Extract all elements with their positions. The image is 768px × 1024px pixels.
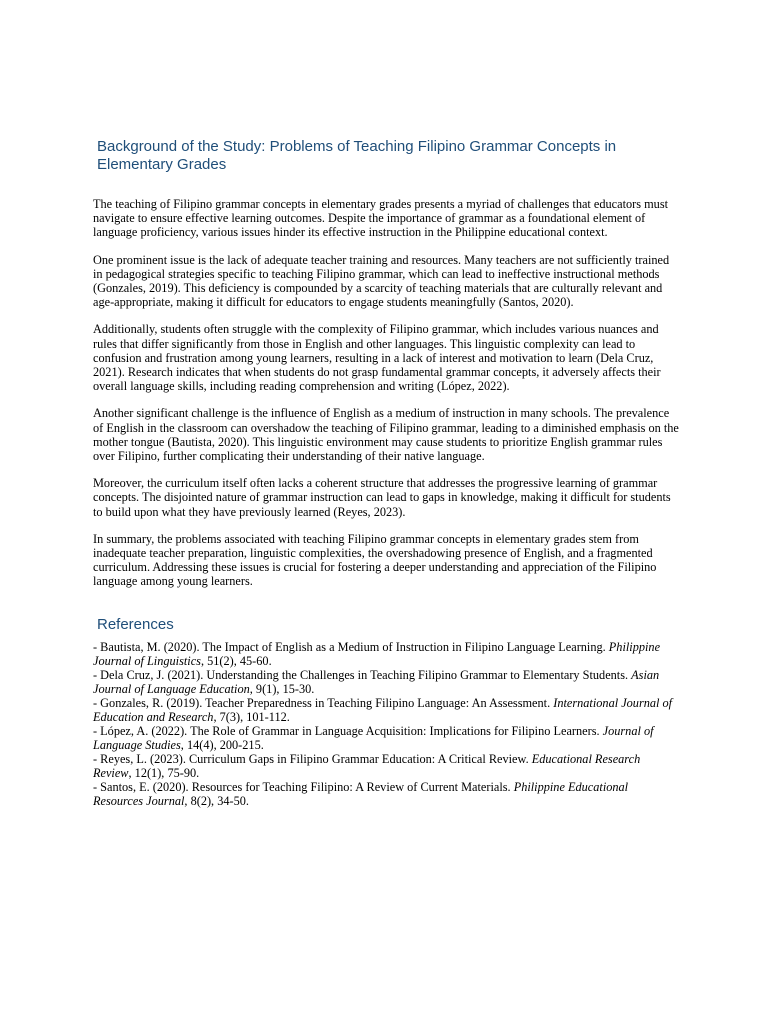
reference-text: - Santos, E. (2020). Resources for Teaching Filipino: A Review of Current Materials.	[93, 779, 514, 794]
reference-citation: , 12(1), 75-90.	[128, 765, 200, 780]
document-body	[93, 138, 679, 808]
document-title: Background of the Study: Problems of Teaching Filipino Grammar Concepts in Elementary Grades	[97, 138, 617, 173]
reference-citation: , 51(2), 45-60.	[200, 653, 272, 668]
reference-text: - Gonzales, R. (2019). Teacher Preparedness in Teaching Filipino Language: An Assessment.	[93, 695, 554, 710]
reference-item	[93, 780, 679, 808]
reference-text: - Bautista, M. (2020). The Impact of English as a Medium of Instruction in Filipino Language Learning.	[93, 639, 609, 654]
paragraph-3: Additionally, students often struggle with the complexity of Filipino grammar, which includes various nuances and rules that differ significantly from those in English and other languages. This linguistic complexity can lead to confusion and frustration among young learners, resulting in a lack of interest and motivation to learn (Dela Cruz, 2021). Research indicates that when students do not grasp fundamental grammar concepts, it adversely affects their overall language skills, including reading comprehension and writing (López, 2022).	[93, 322, 661, 394]
reference-text: - Dela Cruz, J. (2021). Understanding the Challenges in Teaching Filipino Grammar to Elementary Students.	[93, 667, 632, 682]
reference-item	[93, 696, 679, 724]
reference-journal: International Journal of Education and Research	[93, 695, 673, 724]
reference-citation: , 14(4), 200-215.	[180, 737, 264, 752]
reference-item	[93, 668, 679, 696]
reference-item	[93, 724, 679, 752]
paragraph-4: Another significant challenge is the influence of English as a medium of instruction in many schools. The prevalence of English in the classroom can overshadow the teaching of Filipino grammar, leading to a diminished emphasis on the mother tongue (Bautista, 2020). This linguistic environment may cause students to prioritize English grammar rules over Filipino, further complicating their understanding of their native language.	[93, 406, 679, 464]
reference-journal: Educational Research Review	[93, 751, 641, 780]
reference-journal: Philippine Journal of Linguistics	[93, 639, 661, 668]
paragraph-5: Moreover, the curriculum itself often lacks a coherent structure that addresses the progressive learning of grammar concepts. The disjointed nature of grammar instruction can lead to gaps in knowledge, making it difficult for students to build upon what they have previously learned (Reyes, 2023).	[93, 476, 671, 519]
reference-item	[93, 640, 679, 668]
reference-journal: Journal of Language Studies	[93, 723, 654, 752]
references-heading: References	[97, 615, 174, 633]
references-list	[93, 640, 679, 808]
reference-journal: Asian Journal of Language Education	[93, 667, 660, 696]
reference-item	[93, 752, 679, 780]
paragraph-6: In summary, the problems associated with teaching Filipino grammar concepts in elementary grades stem from inadequate teacher preparation, linguistic complexities, the overshadowing presence of English, and a fragmented curriculum. Addressing these issues is crucial for fostering a deeper understanding and appreciation of the Filipino language among young learners.	[93, 531, 657, 589]
paragraph-2: One prominent issue is the lack of adequate teacher training and resources. Many teachers are not sufficiently trained in pedagogical strategies specific to teaching Filipino grammar, which can lead to ineffective instructional methods (Gonzales, 2019). This deficiency is compounded by a scarcity of teaching materials that are culturally relevant and age-appropriate, making it difficult for educators to engage students meaningfully (Santos, 2020).	[93, 252, 670, 310]
reference-journal: Philippine Educational Resources Journal	[93, 779, 629, 808]
reference-citation: , 8(2), 34-50.	[184, 793, 249, 808]
paragraph-1: The teaching of Filipino grammar concepts in elementary grades presents a myriad of challenges that educators must navigate to ensure effective learning outcomes. Despite the importance of grammar as a foundational element of language proficiency, various issues hinder its effective instruction in the Philippine educational context.	[93, 197, 669, 240]
reference-citation: , 7(3), 101-112.	[213, 709, 290, 724]
reference-text: - López, A. (2022). The Role of Grammar in Language Acquisition: Implications for Filipino Learners.	[93, 723, 603, 738]
reference-text: - Reyes, L. (2023). Curriculum Gaps in Filipino Grammar Education: A Critical Review.	[93, 751, 532, 766]
reference-citation: , 9(1), 15-30.	[249, 681, 315, 696]
